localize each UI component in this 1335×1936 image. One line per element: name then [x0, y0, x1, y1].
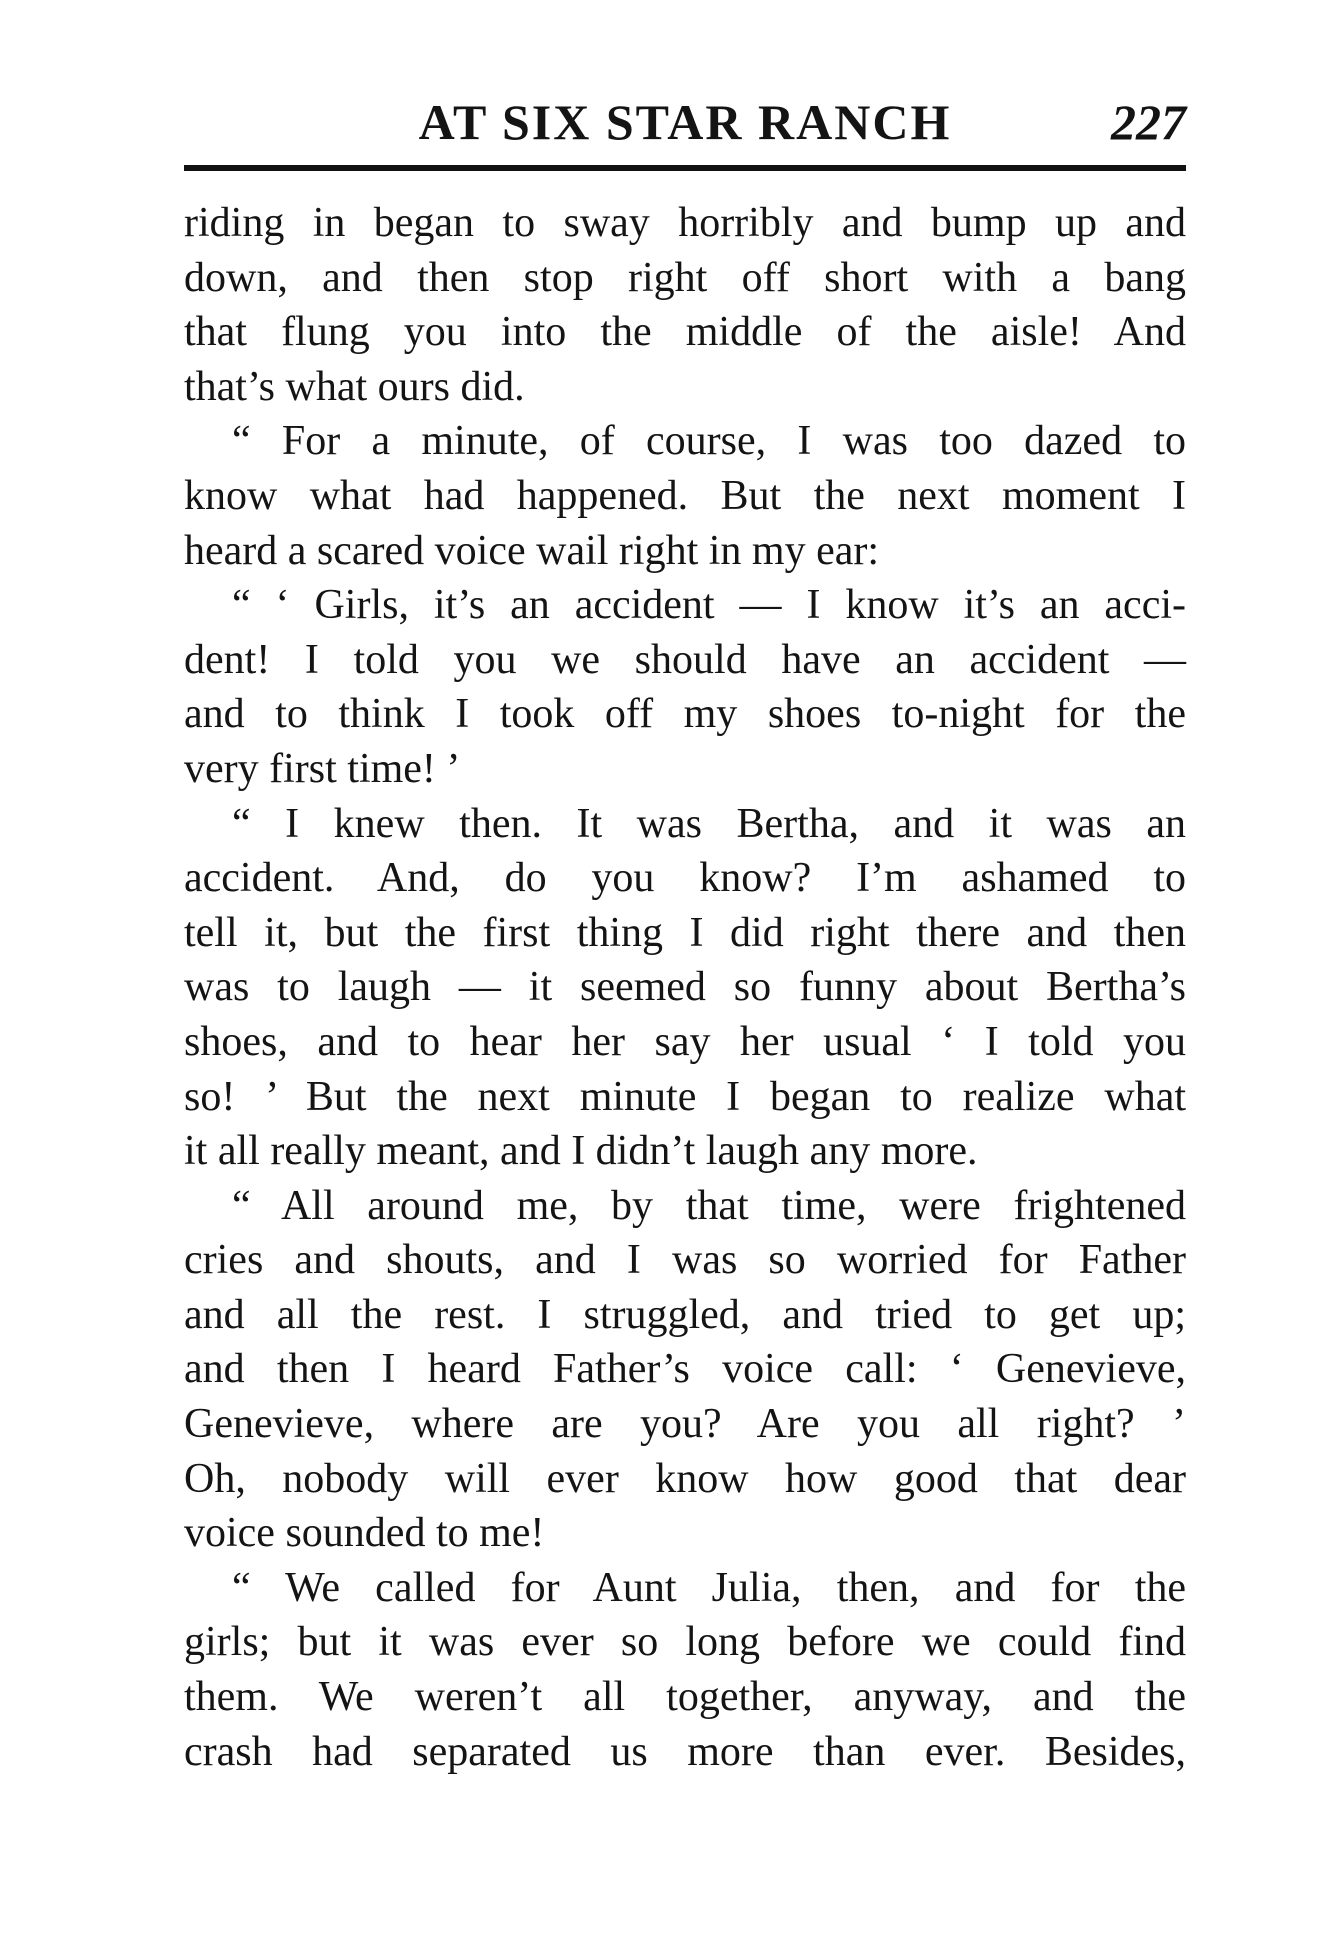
text-line: accident. And, do you know? I’m ashamed to	[184, 855, 1186, 902]
text-line: that flung you into the middle of the aisle! And	[184, 309, 1186, 356]
text-line: and to think I took off my shoes to-night for the	[184, 691, 1186, 738]
text-line: very first time! ’	[184, 745, 461, 792]
text-line: shoes, and to hear her say her usual ‘ I told you	[184, 1018, 1186, 1065]
text-line: voice sounded to me!	[184, 1510, 545, 1557]
text-line: dent! I told you we should have an accident —	[184, 636, 1186, 683]
text-line: Oh, nobody will ever know how good that dear	[184, 1455, 1186, 1502]
text-line: and then I heard Father’s voice call: ‘ Genevieve,	[184, 1346, 1186, 1393]
text-line: heard a scared voice wail right in my ear:	[184, 527, 880, 574]
text-line: and all the rest. I struggled, and tried to get up;	[184, 1291, 1186, 1338]
running-head	[184, 88, 1186, 158]
text-line: crash had separated us more than ever. Besides,	[184, 1728, 1186, 1775]
text-line: riding in began to sway horribly and bump up and	[184, 200, 1186, 246]
running-title: AT SIX STAR RANCH	[418, 94, 952, 150]
text-line: it all really meant, and I didn’t laugh any more.	[184, 1128, 978, 1175]
body-text	[184, 196, 1186, 1779]
text-line: cries and shouts, and I was so worried for Father	[184, 1237, 1186, 1284]
text-line: “ For a minute, of course, I was too dazed to	[232, 418, 1186, 465]
text-line: “ We called for Aunt Julia, then, and for the	[232, 1564, 1186, 1611]
text-line: Genevieve, where are you? Are you all right? ’	[184, 1401, 1186, 1448]
text-line: was to laugh — it seemed so funny about Bertha’s	[184, 964, 1186, 1011]
text-line: know what had happened. But the next moment I	[184, 472, 1186, 519]
text-line: girls; but it was ever so long before we could find	[184, 1619, 1186, 1666]
text-line: “ I knew then. It was Bertha, and it was an	[232, 800, 1186, 847]
text-line: them. We weren’t all together, anyway, and the	[184, 1674, 1186, 1721]
page-number: 227	[1111, 94, 1186, 150]
header-rule	[184, 165, 1186, 171]
text-line: “ ‘ Girls, it’s an accident — I know it’s an acci-	[232, 582, 1186, 629]
text-line: down, and then stop right off short with a bang	[184, 254, 1186, 301]
text-line: tell it, but the first thing I did right there and then	[184, 909, 1186, 956]
text-line: that’s what ours did.	[184, 363, 525, 410]
text-line: so! ’ But the next minute I began to realize what	[184, 1073, 1186, 1120]
text-line: “ All around me, by that time, were frightened	[232, 1182, 1186, 1229]
